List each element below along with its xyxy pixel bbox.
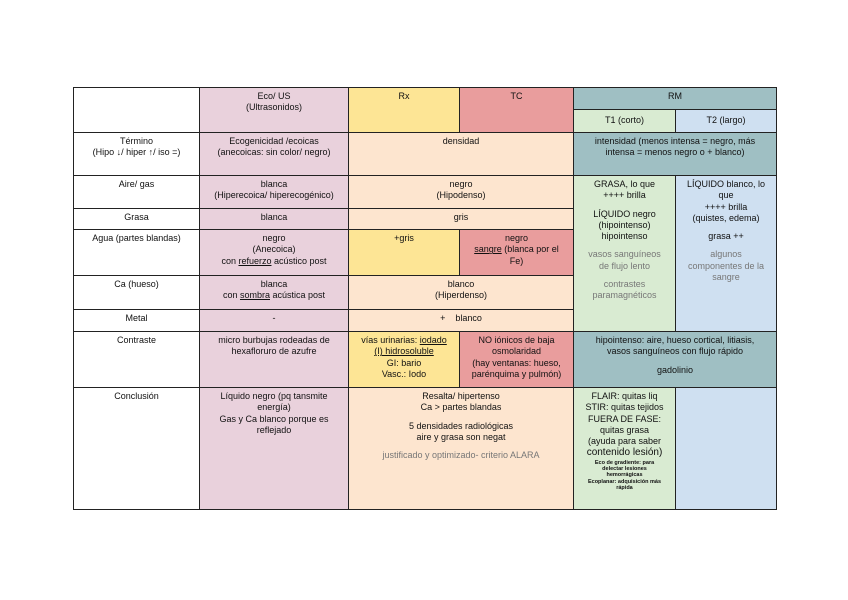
conclusion-rx-tc: Resalta/ hipertenso Ca > partes blandas 5 densidades radiológicas aire y grasa son negat justificado y optimizado- criterio ALARA [349, 388, 574, 510]
aire-rx-tc: negro (Hipodenso) [349, 176, 574, 209]
contraste-rm: hipointenso: aire, hueso cortical, litiasis, vasos sanguíneos con flujo rápido gadolinio [574, 332, 777, 388]
rm-t2-cell: LÍQUIDO blanco, lo que ++++ brilla (quistes, edema) grasa ++ algunos componentes de la sangre [676, 176, 777, 332]
row-label-termino: Término (Hipo ↓/ hiper ↑/ iso =) [74, 133, 200, 176]
row-label-aire: Aire/ gas [74, 176, 200, 209]
contraste-tc: NO iónicos de baja osmolaridad (hay ventanas: hueso, parénquima y pulmón) [460, 332, 574, 388]
imaging-comparison-table [73, 87, 777, 510]
termino-rx-tc: densidad [349, 133, 574, 176]
header-t2: T2 (largo) [676, 110, 777, 133]
termino-eco: Ecogenicidad /ecoicas (anecoicas: sin color/ negro) [200, 133, 349, 176]
grasa-eco: blanca [200, 209, 349, 230]
header-eco-us: Eco/ US (Ultrasonidos) [200, 88, 349, 133]
grasa-rx-tc: gris [349, 209, 574, 230]
header-rx: Rx [349, 88, 460, 133]
contraste-rx: vías urinarias: iodado (I) hidrosoluble GI: bario Vasc.: Iodo [349, 332, 460, 388]
conclusion-t2 [676, 388, 777, 510]
metal-rx-tc: + blanco [349, 310, 574, 332]
ca-eco: blanca con sombra acústica post [200, 276, 349, 310]
row-label-ca: Ca (hueso) [74, 276, 200, 310]
row-label-grasa: Grasa [74, 209, 200, 230]
agua-rx: +gris [349, 230, 460, 276]
row-label-contraste: Contraste [74, 332, 200, 388]
header-t1: T1 (corto) [574, 110, 676, 133]
row-label-conclusion: Conclusión [74, 388, 200, 510]
row-label-agua: Agua (partes blandas) [74, 230, 200, 276]
ca-rx-tc: blanco (Hiperdenso) [349, 276, 574, 310]
header-tc: TC [460, 88, 574, 133]
conclusion-eco: Líquido negro (pq tansmite energía) Gas y Ca blanco porque es reflejado [200, 388, 349, 510]
rm-t1-cell: GRASA, lo que ++++ brilla LÍQUIDO negro (hipointenso) hipointenso vasos sanguíneos de flujo lento contrastes paramagnéticos [574, 176, 676, 332]
row-label-metal: Metal [74, 310, 200, 332]
agua-tc: negro sangre (blanca por el Fe) [460, 230, 574, 276]
termino-rm: intensidad (menos intensa = negro, más intensa = menos negro o + blanco) [574, 133, 777, 176]
aire-eco: blanca (Hiperecoica/ hiperecogénico) [200, 176, 349, 209]
metal-eco: - [200, 310, 349, 332]
contraste-eco: micro burbujas rodeadas de hexafloruro de azufre [200, 332, 349, 388]
header-rm: RM [574, 88, 777, 110]
conclusion-t1: FLAIR: quitas liq STIR: quitas tejidos FUERA DE FASE: quitas grasa (ayuda para saber contenido lesión) Eco de gradiente: para delectar lesiones hemorrágicas Ecoplanar: adquisición más rápida [574, 388, 676, 510]
agua-eco: negro (Anecoica) con refuerzo acústico post [200, 230, 349, 276]
corner-cell [74, 88, 200, 133]
